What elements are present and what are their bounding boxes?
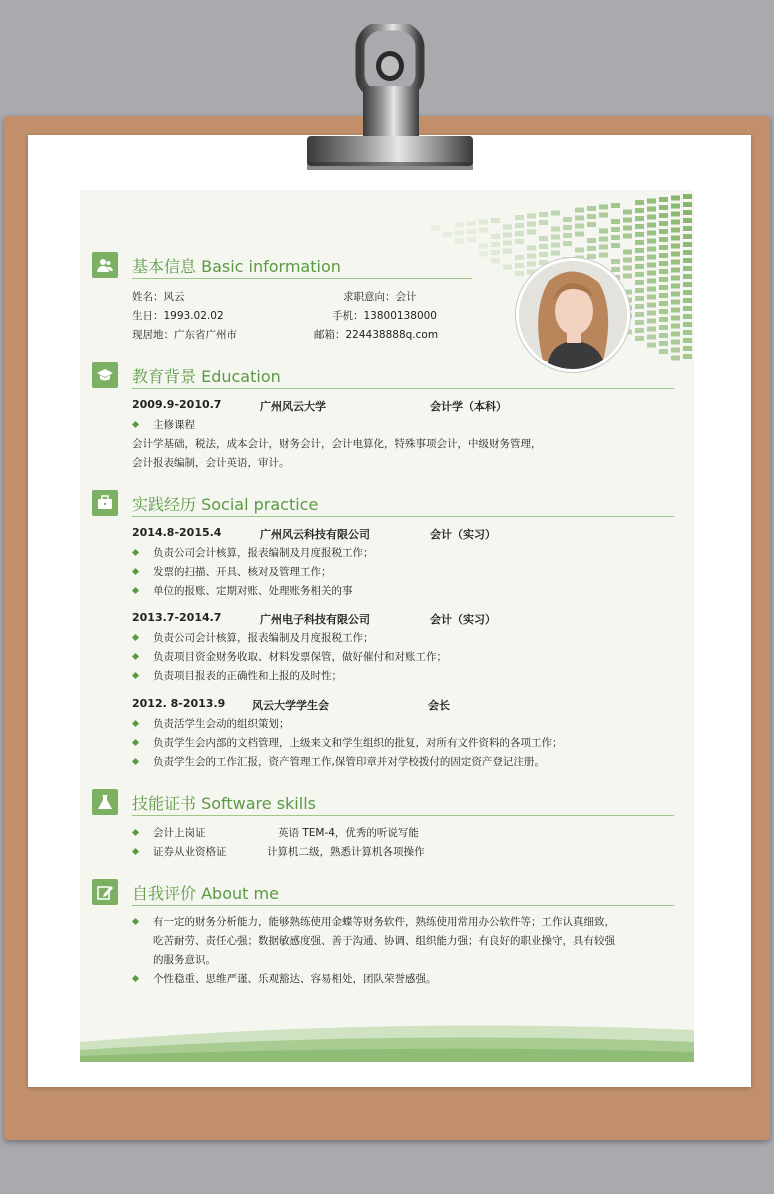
diamond-bullet-icon	[132, 587, 139, 594]
diamond-bullet-icon	[132, 653, 139, 660]
section-title: 教育背景 Education	[132, 367, 281, 386]
section-divider	[132, 905, 674, 906]
green-wave-footer	[80, 1012, 694, 1062]
skill-item: 证券从业资格证	[153, 846, 227, 858]
job-item: 发票的扫描、开具、核对及管理工作；	[153, 566, 332, 578]
skill-item: 计算机二级，熟悉计算机各项操作	[267, 846, 425, 858]
job-item: 负责项目报表的正确性和上报的及时性；	[153, 670, 342, 682]
about-line: 有一定的财务分析能力，能够熟练使用金蝶等财务软件，熟练使用常用办公软件等；工作认真细致，	[153, 916, 615, 928]
diamond-bullet-icon	[132, 918, 139, 925]
graduation-cap-icon	[92, 362, 118, 388]
job-role: 会计（实习）	[430, 613, 496, 626]
job-role: 会长	[428, 699, 450, 712]
job-company: 广州电子科技有限公司	[260, 613, 370, 626]
flask-icon	[92, 789, 118, 815]
diamond-bullet-icon	[132, 568, 139, 575]
section-divider	[132, 815, 674, 816]
job-company: 广州风云科技有限公司	[260, 528, 370, 541]
edu-period: 2009.9-2010.7	[132, 398, 222, 411]
skill-item: 会计上岗证	[153, 827, 206, 839]
job-item: 负责活学生会动的组织策划；	[153, 718, 290, 730]
binder-clip	[305, 24, 475, 176]
diamond-bullet-icon	[132, 421, 139, 428]
edu-course-label: 主修课程	[153, 419, 195, 431]
diamond-bullet-icon	[132, 549, 139, 556]
edu-school: 广州风云大学	[260, 400, 326, 413]
job-company: 风云大学学生会	[252, 699, 329, 712]
about-line: 个性稳重、思维严谨、乐观豁达、容易相处，团队荣誉感强。	[153, 973, 437, 985]
email-field: 邮箱：224438888q.com	[314, 329, 439, 341]
job-item: 负责公司会计核算，报表编制及月度报税工作；	[153, 547, 374, 559]
resume-page	[80, 190, 694, 1062]
address-field: 现居地：广东省广州市	[132, 329, 237, 341]
about-line: 吃苦耐劳、责任心强；数据敏感度强、善于沟通、协调、组织能力强；有良好的职业操守，具有较强	[153, 935, 615, 947]
intention-field: 求职意向：会计	[343, 291, 417, 303]
user-icon	[92, 252, 118, 278]
diamond-bullet-icon	[132, 758, 139, 765]
section-title: 实践经历 Social practice	[132, 495, 319, 514]
profile-photo	[516, 258, 630, 372]
job-item: 单位的报账、定期对账、处理账务相关的事	[153, 585, 353, 597]
section-title: 基本信息 Basic information	[132, 257, 341, 276]
diamond-bullet-icon	[132, 848, 139, 855]
diamond-bullet-icon	[132, 975, 139, 982]
edit-icon	[92, 879, 118, 905]
edu-course-line: 会计学基础，税法，成本会计，财务会计，会计电算化，特殊事项会计，中级财务管理，	[132, 438, 542, 450]
job-period: 2012. 8-2013.9	[132, 697, 226, 710]
diamond-bullet-icon	[132, 829, 139, 836]
birth-field: 生日：1993.02.02	[132, 310, 224, 322]
job-role: 会计（实习）	[430, 528, 496, 541]
diamond-bullet-icon	[132, 739, 139, 746]
job-item: 负责项目资金财务收取、材料发票保管，做好催付和对账工作；	[153, 651, 447, 663]
job-item: 负责公司会计核算，报表编制及月度报税工作；	[153, 632, 374, 644]
edu-course-line: 会计报表编制，会计英语，审计。	[132, 457, 290, 469]
diamond-bullet-icon	[132, 634, 139, 641]
briefcase-icon	[92, 490, 118, 516]
section-divider	[132, 516, 674, 517]
section-divider	[132, 388, 674, 389]
section-title: 技能证书 Software skills	[132, 794, 316, 813]
job-period: 2014.8-2015.4	[132, 526, 222, 539]
job-item: 负责学生会内部的文档管理，上级来文和学生组织的批复，对所有文件资料的各项工作；	[153, 737, 563, 749]
section-divider	[132, 278, 472, 279]
phone-field: 手机：13800138000	[332, 310, 437, 322]
skill-item: 英语 TEM-4，优秀的听说写能	[278, 827, 419, 839]
edu-major: 会计学（本科）	[430, 400, 507, 413]
job-period: 2013.7-2014.7	[132, 611, 222, 624]
section-title: 自我评价 About me	[132, 884, 279, 903]
about-line: 的服务意识。	[153, 954, 216, 966]
diamond-bullet-icon	[132, 720, 139, 727]
job-item: 负责学生会的工作汇报，资产管理工作,保管印章并对学校拨付的固定资产登记注册。	[153, 756, 545, 768]
name-field: 姓名：风云	[132, 291, 185, 303]
diamond-bullet-icon	[132, 672, 139, 679]
